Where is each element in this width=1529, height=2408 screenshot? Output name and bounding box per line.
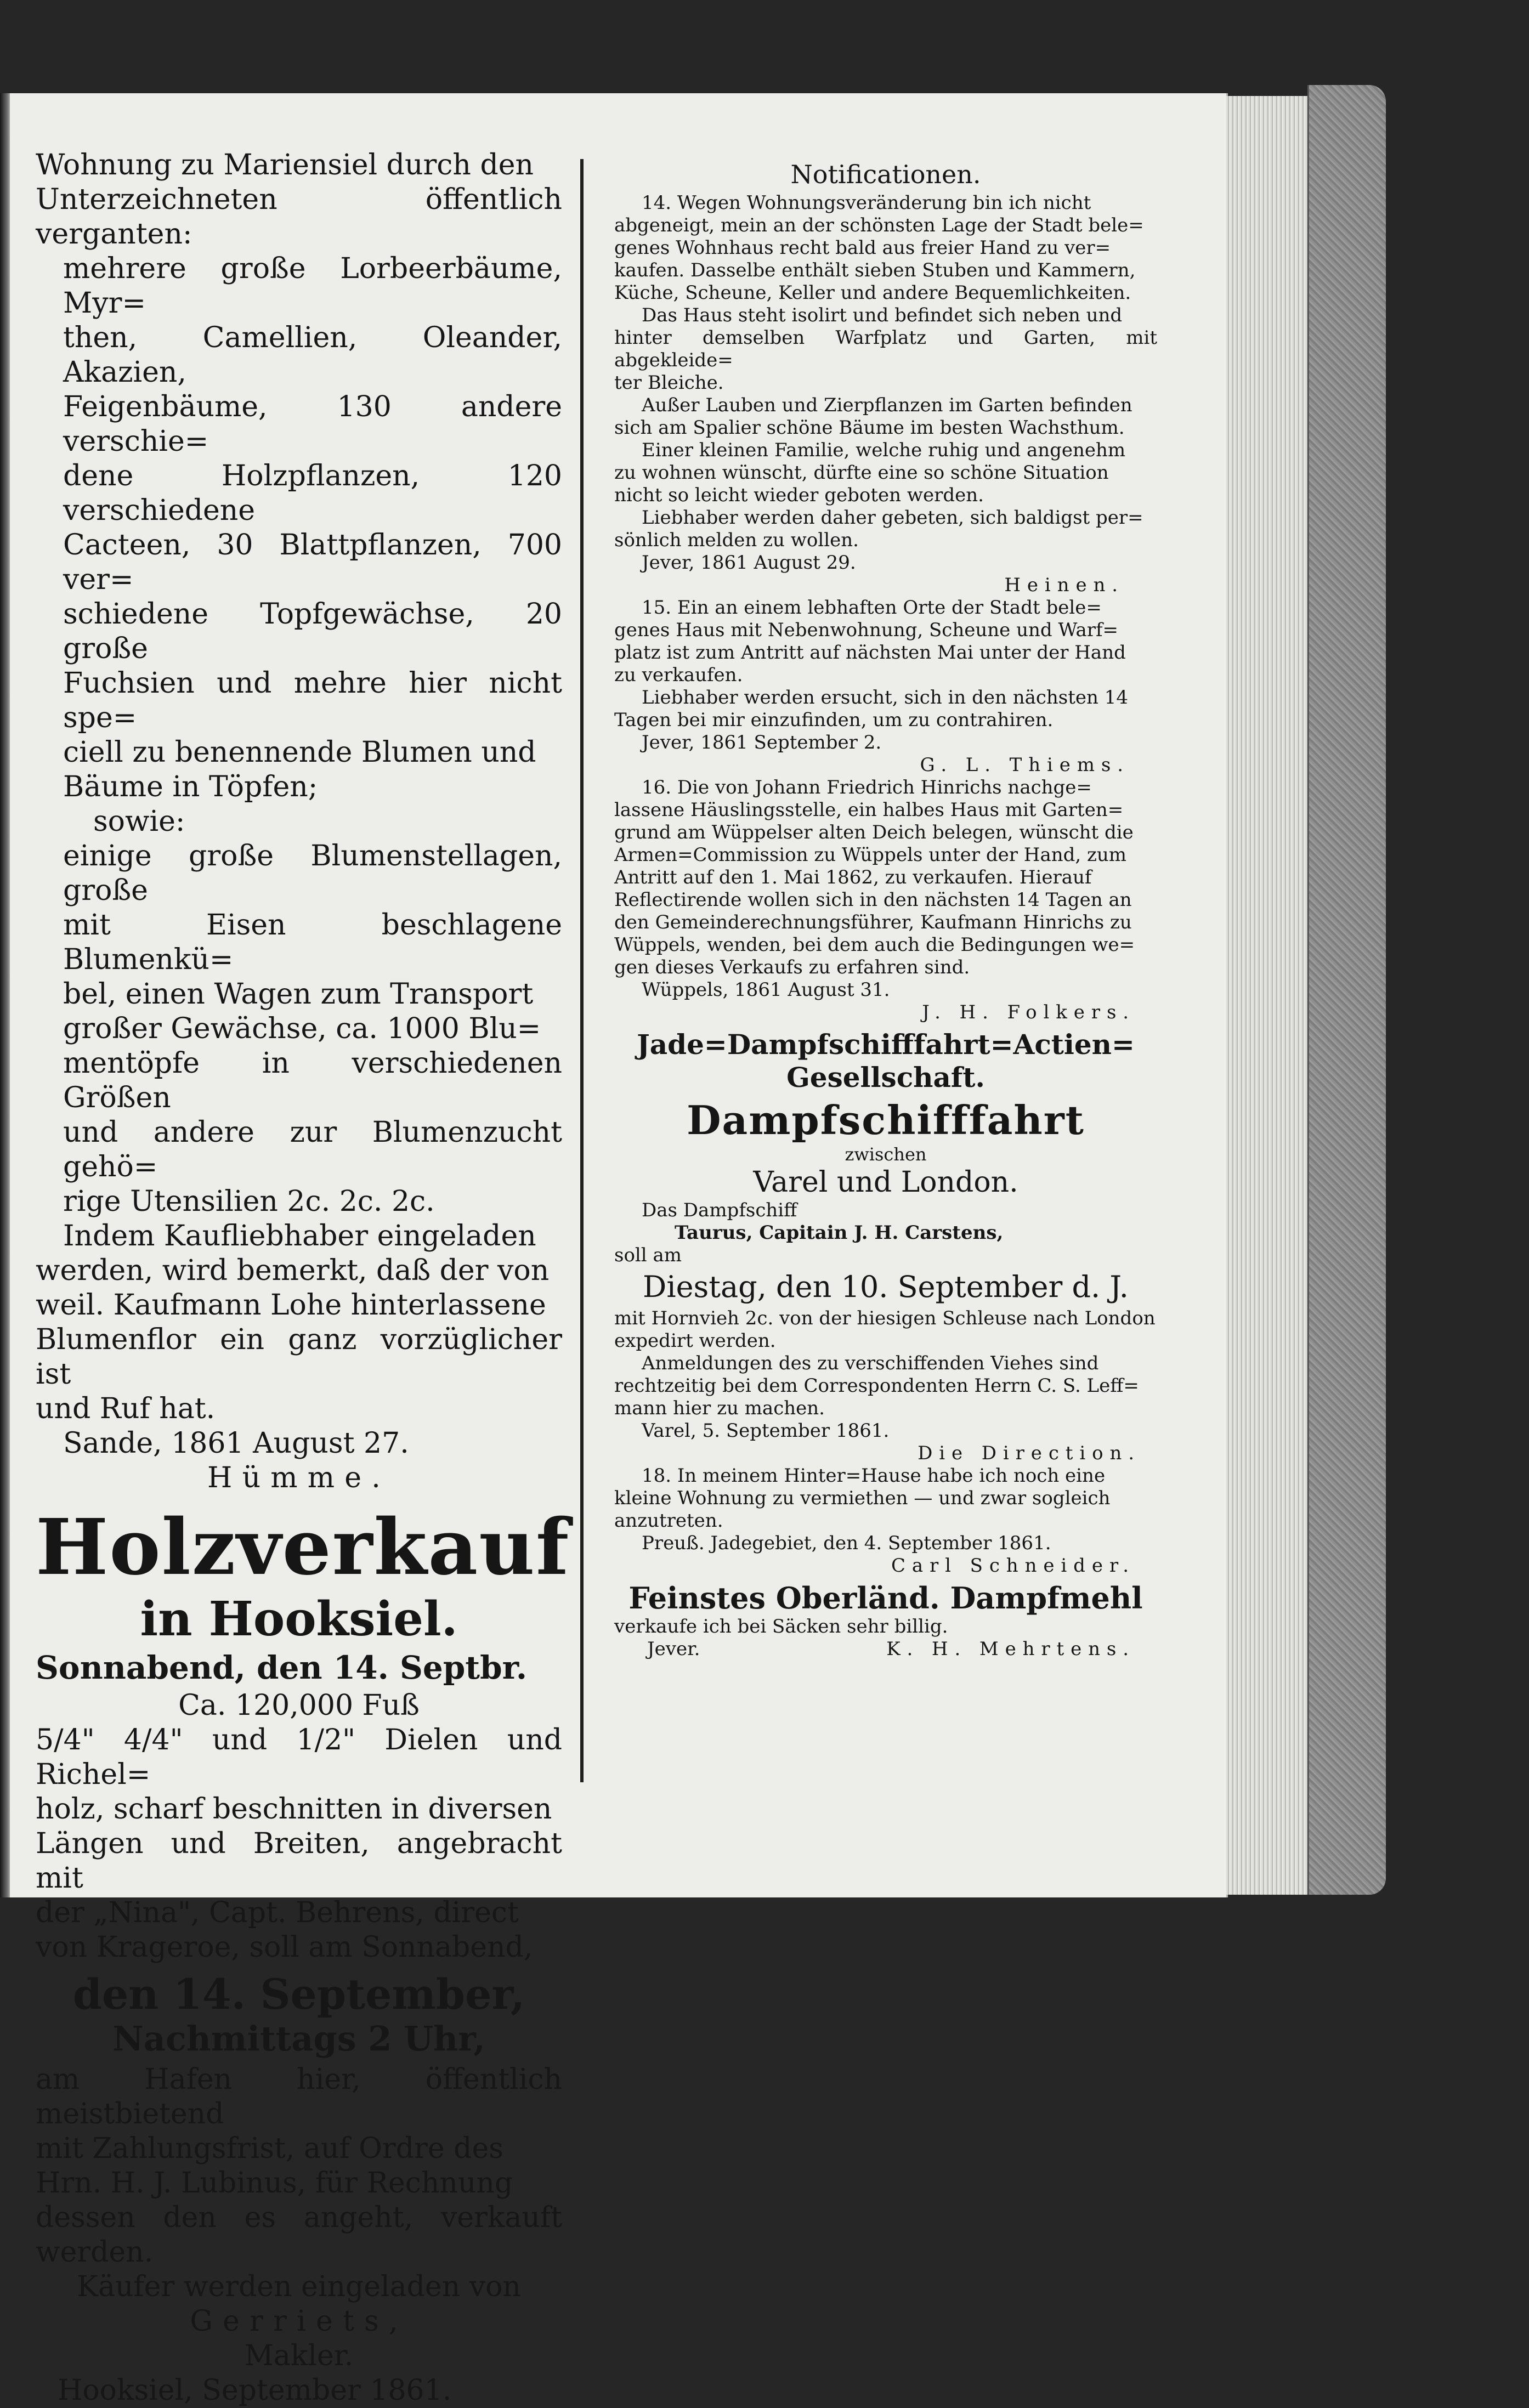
holz-body-line: der „Nina", Capt. Behrens, direct	[36, 1896, 519, 1929]
holzverkauf-title: Holzverkauf	[36, 1503, 570, 1593]
notice-18-line: anzutreten.	[614, 1510, 723, 1532]
notice-16-line: grund am Wüppelser alten Deich belegen, wünscht die	[614, 821, 1134, 843]
notice-16-signer: J. H. Folkers.	[922, 1001, 1135, 1023]
notice-18-date: Preuß. Jadegebiet, den 4. September 1861.	[642, 1532, 1051, 1554]
holz-body-line: Ca. 120,000 Fuß	[178, 1689, 420, 1722]
page-edges	[1226, 96, 1309, 1895]
list-item: bel, einen Wagen zum Transport	[63, 978, 534, 1011]
holz-body-line: dessen den es angeht, verkauft werden.	[36, 2201, 562, 2269]
closing-line: Indem Kaufliebhaber eingeladen	[63, 1220, 536, 1253]
notice-15-line: zu verkaufen.	[614, 664, 743, 686]
item-list-equipment	[36, 839, 562, 1219]
holz-body-line: Längen und Breiten, angebracht mit	[36, 1827, 562, 1895]
notice-14-line: nicht so leicht wieder geboten werden.	[614, 484, 984, 506]
notice-15-line: 15. Ein an einem lebhaften Orte der Stadt bele=	[642, 597, 1102, 619]
notice-16-line: den Gemeinderechnungsführer, Kaufmann Hinrichs zu	[614, 911, 1132, 933]
ship-body-line: mit Hornvieh 2c. von der hiesigen Schleuse nach London	[614, 1307, 1156, 1329]
ship-body-line: Anmeldungen des zu verschiffenden Viehes sind	[642, 1352, 1099, 1374]
notice-14-line: zu wohnen wünscht, dürfte eine so schöne Situation	[614, 462, 1109, 484]
dampfmehl-place: Jever.	[647, 1638, 700, 1660]
list-item: Cacteen, 30 Blattpflanzen, 700 ver=	[63, 529, 562, 596]
holz-body-line: Hrn. H. J. Lubinus, für Rechnung	[36, 2167, 513, 2200]
notice-16-line: Armen=Commission zu Wüppels unter der Hand, zum	[614, 844, 1127, 866]
holz-body-line: von Krageroe, soll am Sonnabend,	[36, 1931, 533, 1964]
item-list-plants	[36, 252, 562, 804]
notice-15-date: Jever, 1861 September 2.	[642, 732, 882, 753]
holz-sale-date: den 14. September,	[72, 1970, 525, 2019]
book-cover-edge	[1307, 85, 1386, 1895]
zwischen-label: zwischen	[845, 1144, 927, 1165]
notice-14-line: kaufen. Dasselbe enthält sieben Stuben und Kammern,	[614, 259, 1136, 281]
notice-14-line: ter Bleiche.	[614, 372, 724, 394]
notice-18-line: kleine Wohnung zu vermiethen — und zwar sogleich	[614, 1487, 1111, 1509]
notice-16-line: 16. Die von Johann Friedrich Hinrichs nachge=	[642, 777, 1092, 798]
closing-line: Blumenflor ein ganz vorzüglicher ist	[36, 1323, 562, 1391]
notice-14-date: Jever, 1861 August 29.	[642, 552, 856, 574]
jade-title: Jade=Dampfschifffahrt=Actien=	[637, 1028, 1135, 1061]
holzverkauf-place: in Hooksiel.	[140, 1591, 458, 1647]
auction-line: Wohnung zu Mariensiel durch den	[36, 149, 534, 182]
notice-18-line: 18. In meinem Hinter=Hause habe ich noch eine	[642, 1465, 1106, 1487]
notice-14-line: Einer kleinen Familie, welche ruhig und angenehm	[642, 439, 1126, 461]
soll-am: soll am	[614, 1244, 682, 1266]
notice-14-line: Das Haus steht isolirt und befindet sich neben und	[642, 304, 1123, 326]
list-item: großer Gewächse, ca. 1000 Blu=	[63, 1012, 541, 1045]
right-column	[614, 159, 1157, 1782]
notice-15-line: Tagen bei mir einzufinden, um zu contrahiren.	[614, 709, 1054, 731]
list-item: rige Utensilien 2c. 2c. 2c.	[63, 1185, 435, 1218]
dampfmehl-title: Feinstes Oberländ. Dampfmehl	[628, 1580, 1143, 1616]
closing-line: und Ruf hat.	[36, 1392, 216, 1425]
notice-14-line: Liebhaber werden daher gebeten, sich baldigst per=	[642, 507, 1143, 529]
list-item: Feigenbäume, 130 andere verschie=	[63, 390, 562, 458]
holz-body-line: holz, scharf beschnitten in diversen	[36, 1793, 552, 1826]
list-item: mehrere große Lorbeerbäume, Myr=	[63, 252, 562, 320]
notice-18-signer: Carl Schneider.	[891, 1555, 1135, 1577]
ship-body-line: rechtzeitig bei dem Correspondenten Herrn C. S. Leff=	[614, 1375, 1139, 1397]
dampfmehl-footer	[614, 1638, 1157, 1661]
notice-14-line: hinter demselben Warfplatz und Garten, mit abgekleide=	[614, 327, 1157, 371]
notice-14-line: sönlich melden zu wollen.	[614, 529, 859, 551]
list-item: einige große Blumenstellagen, große	[63, 840, 562, 907]
notice-15-signer: G. L. Thiems.	[920, 754, 1130, 776]
notice-16-line: lassene Häuslingsstelle, ein halbes Haus mit Garten=	[614, 799, 1124, 821]
list-item: mit Eisen beschlagene Blumenkü=	[63, 909, 562, 976]
notice-16-date: Wüppels, 1861 August 31.	[642, 979, 890, 1001]
list-item: dene Holzpflanzen, 120 verschiedene	[63, 460, 562, 527]
list-item: ciell zu benennende Blumen und	[63, 736, 536, 769]
list-item: then, Camellien, Oleander, Akazien,	[63, 321, 562, 389]
holz-body-line: Käufer werden eingeladen von	[77, 2270, 521, 2303]
list-item: Fuchsien und mehre hier nicht spe=	[63, 667, 562, 734]
holz-body-line: am Hafen hier, öffentlich meistbietend	[36, 2063, 562, 2131]
list-item: mentöpfe in verschiedenen Größen	[63, 1047, 562, 1114]
ship-date: Diestag, den 10. September d. J.	[643, 1270, 1129, 1304]
list-item: schiedene Topfgewächse, 20 große	[63, 598, 562, 665]
dampfmehl-signer: K. H. Mehrtens.	[886, 1638, 1135, 1660]
ship-body-line: expedirt werden.	[614, 1330, 776, 1352]
ship-body-line: mann hier zu machen.	[614, 1397, 825, 1419]
notice-16-line: Reflectirende wollen sich in den nächsten 14 Tagen an	[614, 889, 1132, 911]
ship-intro: Das Dampfschiff	[642, 1199, 797, 1221]
holz-date-line: Hooksiel, September 1861.	[58, 2374, 452, 2407]
holz-signer: Gerriets,	[190, 2305, 408, 2338]
closing-line: werden, wird bemerkt, daß der von	[36, 1254, 550, 1287]
notice-16-line: gen dieses Verkaufs zu erfahren sind.	[614, 956, 970, 978]
closing-line: weil. Kaufmann Lohe hinterlassene	[36, 1289, 546, 1322]
ship-signer: Die Direction.	[918, 1442, 1141, 1464]
notice-14-line: sich am Spalier schöne Bäume im besten Wachsthum.	[614, 417, 1125, 439]
holz-body-line: 5/4" 4/4" und 1/2" Dielen und Richel=	[36, 1724, 562, 1791]
notice-15-line: genes Haus mit Nebenwohnung, Scheune und Warf=	[614, 619, 1119, 641]
auction-line: Unterzeichneten öffentlich verganten:	[36, 183, 562, 251]
column-divider	[580, 159, 584, 1782]
date-line: Sande, 1861 August 27.	[63, 1427, 409, 1460]
notice-16-line: Antritt auf den 1. Mai 1862, zu verkaufen. Hierauf	[614, 866, 1092, 888]
notice-14-line: genes Wohnhaus recht bald aus freier Hand zu ver=	[614, 237, 1111, 259]
notice-15-line: Liebhaber werden ersucht, sich in den nächsten 14	[642, 687, 1129, 709]
list-item: und andere zur Blumenzucht gehö=	[63, 1116, 562, 1183]
notice-14-line: 14. Wegen Wohnungsveränderung bin ich nicht	[642, 192, 1091, 214]
ship-line: Taurus, Capitain J. H. Carstens,	[675, 1222, 1004, 1244]
notice-14-line: abgeneigt, mein an der schönsten Lage der Stadt bele=	[614, 214, 1144, 236]
notifications-heading: Notificationen.	[790, 160, 981, 189]
notice-16-line: Wüppels, wenden, bei dem auch die Bedingungen we=	[614, 934, 1135, 956]
notice-14-line: Küche, Scheune, Keller und andere Bequemlichkeiten.	[614, 282, 1131, 304]
holz-sale-time: Nachmittags 2 Uhr,	[112, 2019, 485, 2059]
notice-14-signer: Heinen.	[1004, 574, 1124, 596]
ship-date-line: Varel, 5. September 1861.	[642, 1420, 890, 1442]
holzverkauf-date: Sonnabend, den 14. Septbr.	[36, 1649, 528, 1686]
notice-14-line: Außer Lauben und Zierpflanzen im Garten befinden	[642, 394, 1132, 416]
holz-role: Makler.	[244, 2339, 354, 2372]
route-title: Varel und London.	[753, 1166, 1018, 1199]
signer: Hümme.	[207, 1461, 390, 1494]
list-item: Bäume in Töpfen;	[63, 770, 318, 803]
notice-15-line: platz ist zum Antritt auf nächsten Mai unter der Hand	[614, 642, 1126, 664]
dampfschifffahrt-title: Dampfschifffahrt	[687, 1097, 1085, 1143]
dampfmehl-body: verkaufe ich bei Säcken sehr billig.	[614, 1616, 948, 1638]
holz-body-line: mit Zahlungsfrist, auf Ordre des	[36, 2132, 503, 2165]
jade-title: Gesellschaft.	[786, 1061, 985, 1093]
left-column	[36, 148, 570, 2407]
sowie-label: sowie:	[93, 805, 185, 838]
